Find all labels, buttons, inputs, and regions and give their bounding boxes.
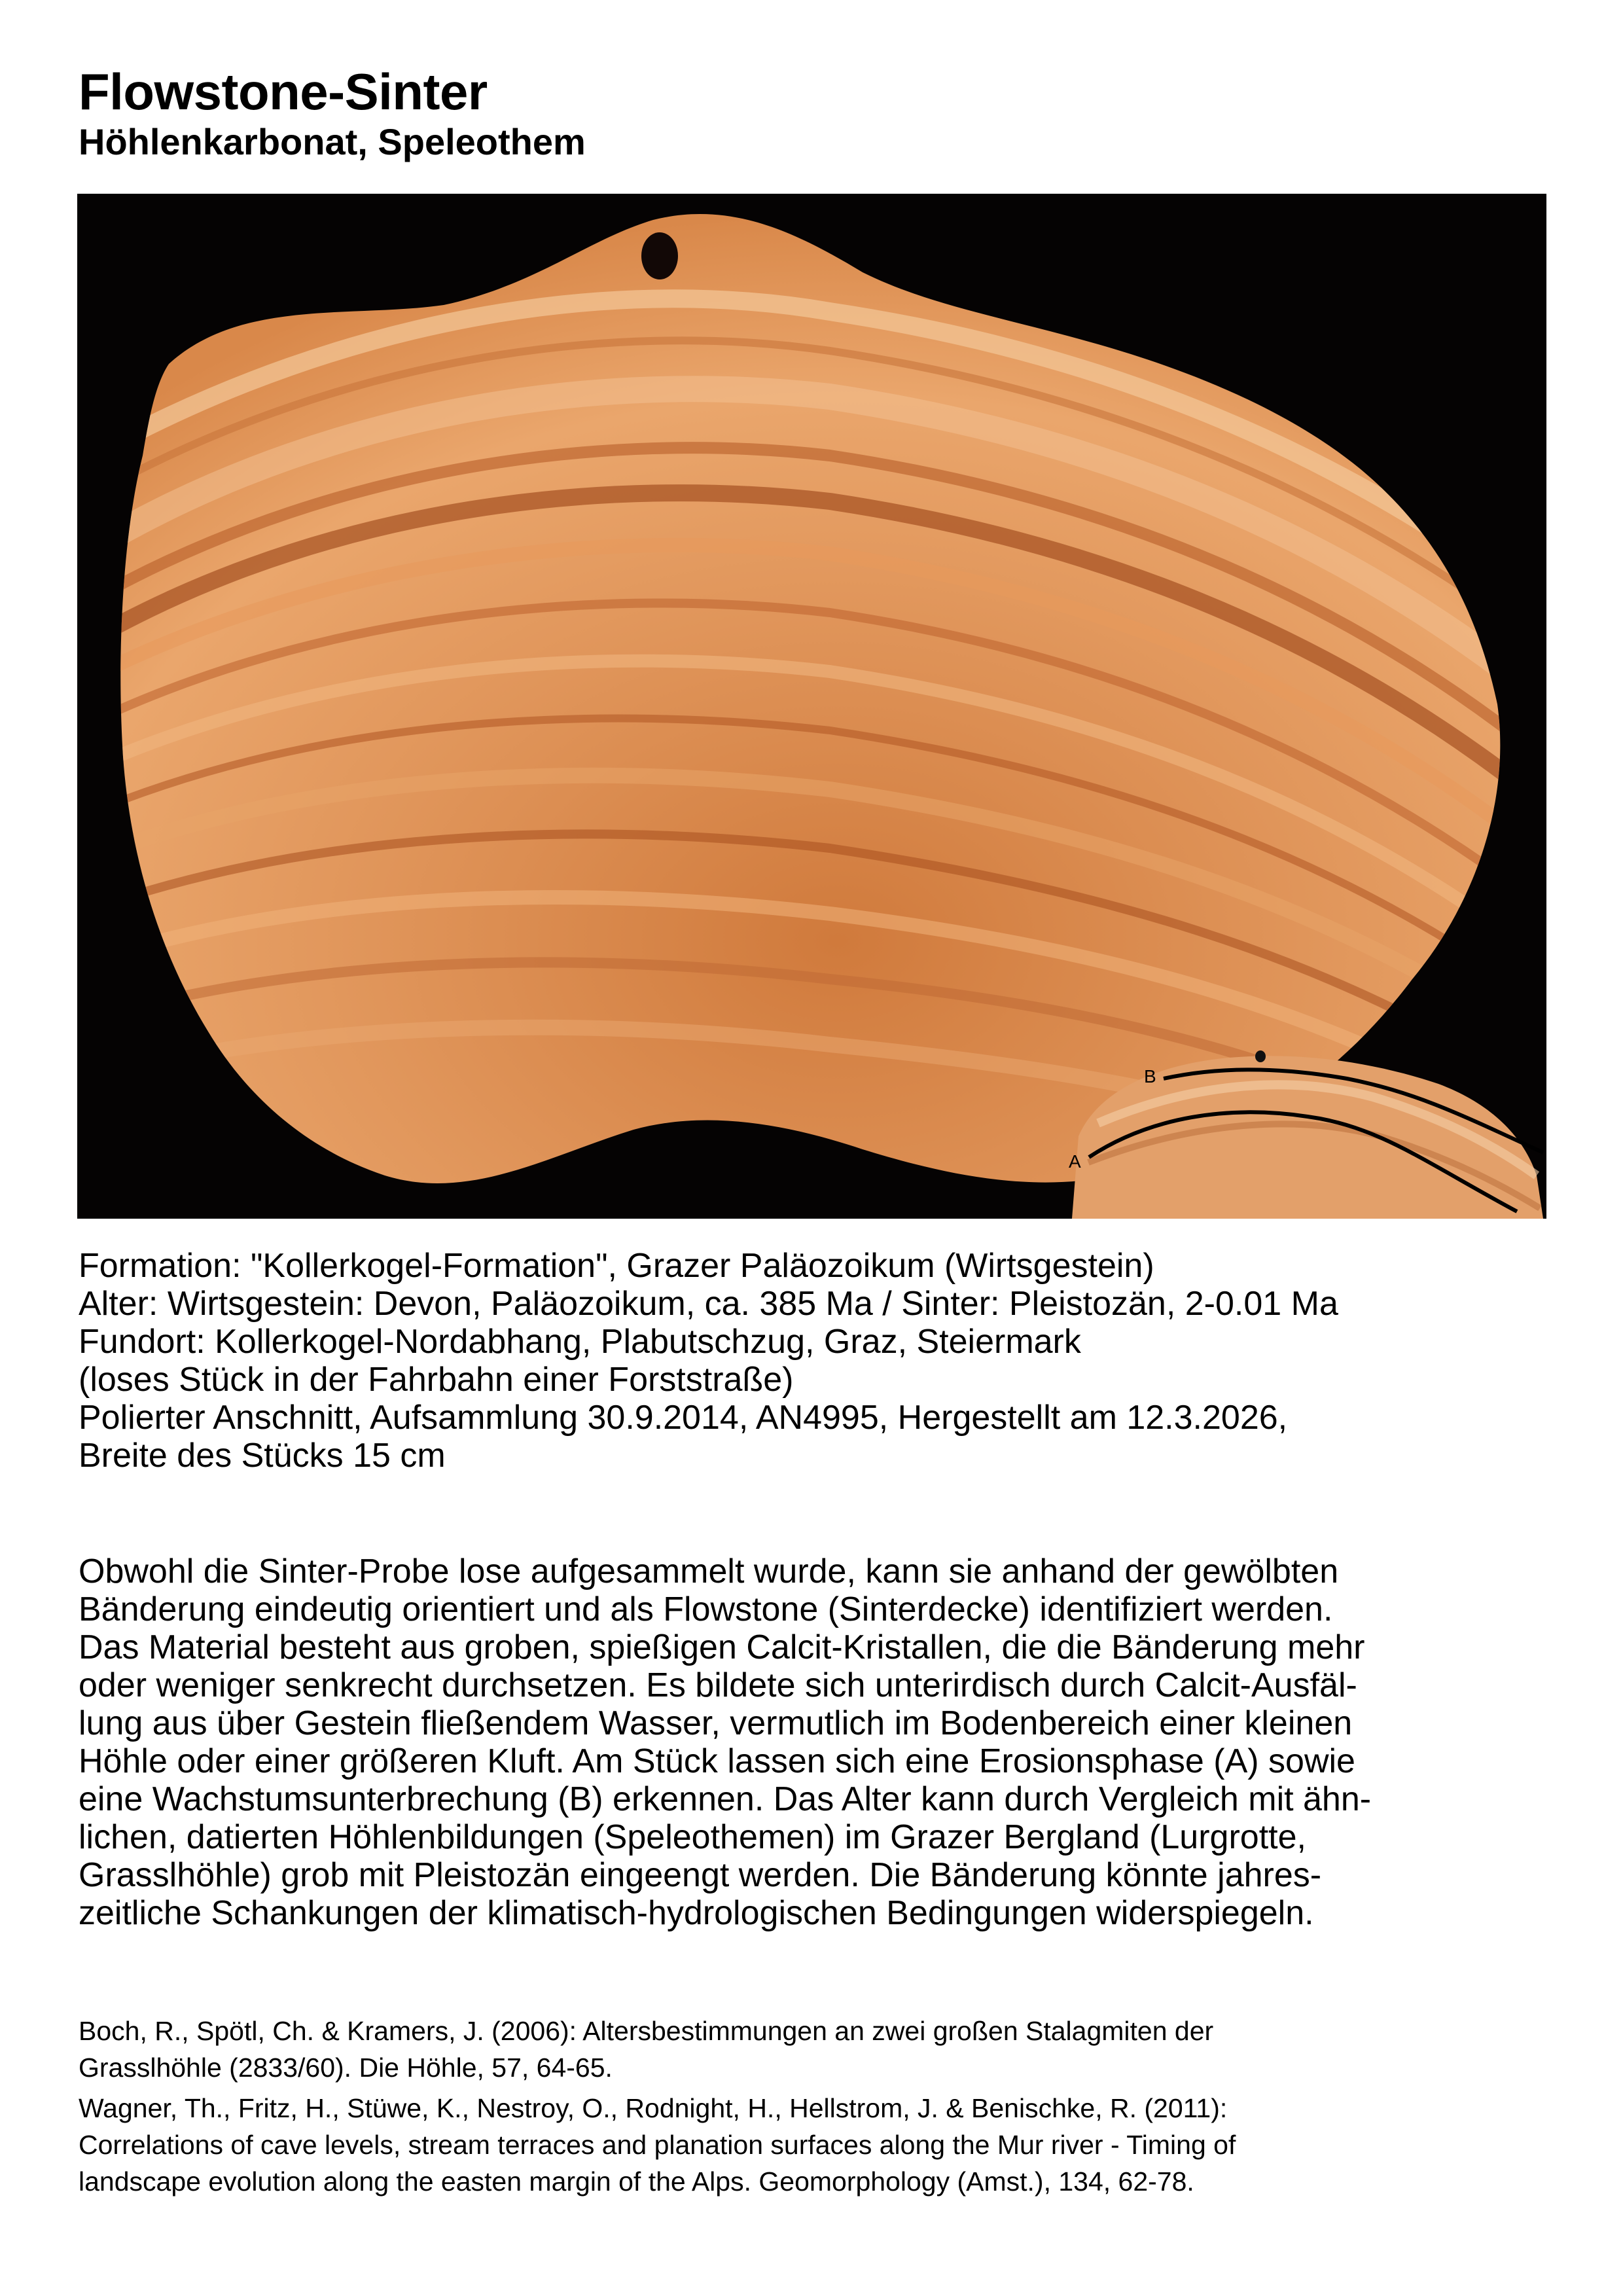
description-line: Grasslhöhle) grob mit Pleistozän eingeengt werden. Die Bänderung könnte jahres- (79, 1856, 1322, 1894)
info-line: Polierter Anschnitt, Aufsammlung 30.9.2014, AN4995, Hergestellt am 12.3.2026, (79, 1399, 1288, 1437)
info-line: (loses Stück in der Fahrbahn einer Forststraße) (79, 1361, 794, 1399)
description (79, 1552, 1558, 1932)
flowstone-specimen-image (77, 194, 1546, 1219)
page-subtitle: Höhlenkarbonat, Speleothem (79, 121, 586, 162)
description-line: oder weniger senkrecht durchsetzen. Es bildete sich unterirdisch durch Calcit-Ausfäl- (79, 1666, 1357, 1704)
reference-line: landscape evolution along the easten margin of the Alps. Geomorphology (Amst.), 134, 62-78. (79, 2166, 1194, 2197)
inset-label-a: A (1069, 1151, 1081, 1172)
description-line: Obwohl die Sinter-Probe lose aufgesammelt wurde, kann sie anhand der gewölbten (79, 1552, 1339, 1590)
info-line: Breite des Stücks 15 cm (79, 1437, 446, 1475)
description-line: lung aus über Gestein fließendem Wasser, vermutlich im Bodenbereich einer kleinen (79, 1704, 1353, 1742)
page-title: Flowstone-Sinter (79, 63, 488, 120)
description-line: eine Wachstumsunterbrechung (B) erkennen. Das Alter kann durch Vergleich mit ähn- (79, 1780, 1372, 1818)
description-line: zeitliche Schankungen der klimatisch-hydrologischen Bedingungen widerspiegeln. (79, 1894, 1314, 1932)
info-line: Fundort: Kollerkogel-Nordabhang, Plabutschzug, Graz, Steiermark (79, 1323, 1081, 1361)
reference-entry (79, 2090, 1236, 2200)
reference-entry (79, 2013, 1236, 2086)
references (79, 2013, 1236, 2204)
reference-line: Wagner, Th., Fritz, H., Stüwe, K., Nestroy, O., Rodnight, H., Hellstrom, J. & Benischke, R. (2011): (79, 2093, 1228, 2123)
specimen-info (79, 1247, 1338, 1475)
reference-line: Grasslhöhle (2833/60). Die Höhle, 57, 64-65. (79, 2053, 613, 2083)
info-line: Formation: "Kollerkogel-Formation", Grazer Paläozoikum (Wirtsgestein) (79, 1247, 1154, 1285)
description-line: lichen, datierten Höhlenbildungen (Speleothemen) im Grazer Bergland (Lurgrotte, (79, 1818, 1306, 1856)
description-line: Das Material besteht aus groben, spießigen Calcit-Kristallen, die die Bänderung mehr (79, 1628, 1365, 1666)
specimen-photo (77, 194, 1546, 1219)
info-line: Alter: Wirtsgestein: Devon, Paläozoikum, ca. 385 Ma / Sinter: Pleistozän, 2-0.01 Ma (79, 1285, 1338, 1323)
inset-label-b: B (1144, 1066, 1156, 1086)
description-line: Bänderung eindeutig orientiert und als Flowstone (Sinterdecke) identifiziert werden. (79, 1590, 1333, 1628)
description-line: Höhle oder einer größeren Kluft. Am Stück lassen sich eine Erosionsphase (A) sowie (79, 1742, 1355, 1780)
reference-line: Boch, R., Spötl, Ch. & Kramers, J. (2006): Altersbestimmungen an zwei großen Stalagmiten der (79, 2016, 1214, 2046)
reference-line: Correlations of cave levels, stream terraces and planation surfaces along the Mur river - Timing of (79, 2130, 1236, 2160)
